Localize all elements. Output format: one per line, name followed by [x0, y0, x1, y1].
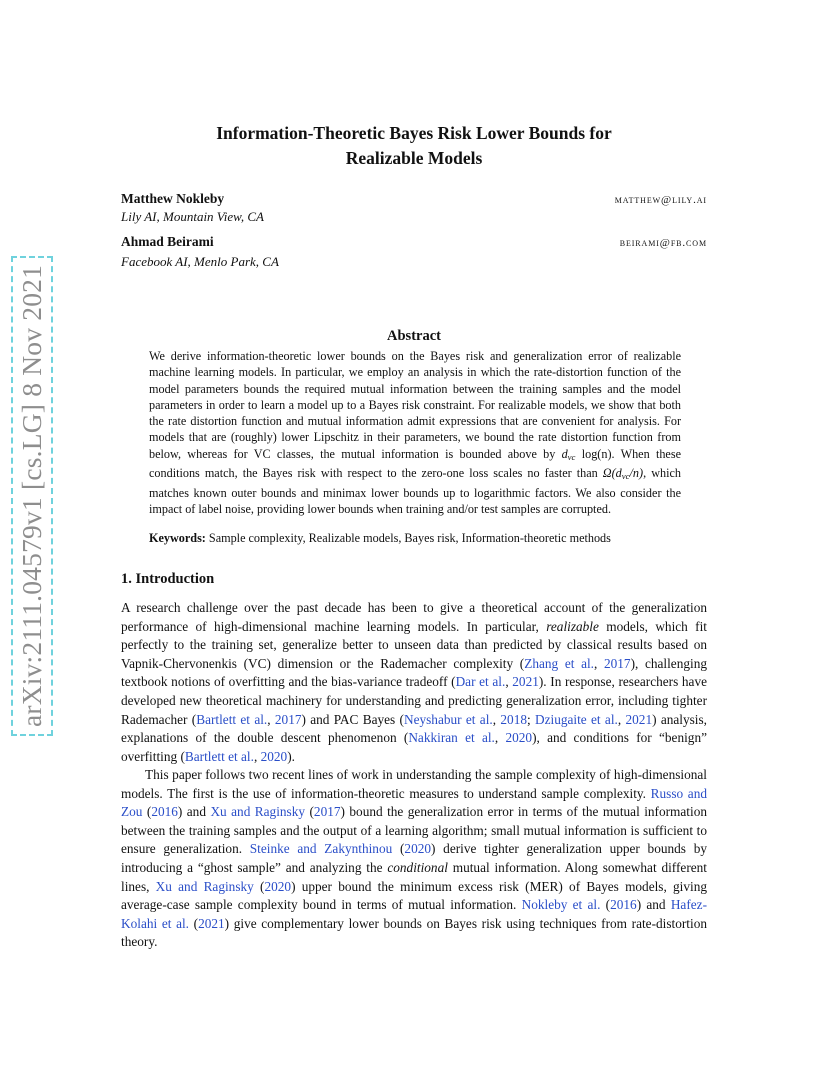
citation-link[interactable]: Nokleby et al. [521, 897, 601, 913]
citation-link[interactable]: Xu and Raginsky [155, 878, 254, 894]
citation-year-link[interactable]: 2016 [610, 897, 637, 913]
citation-year-link[interactable]: 2020 [264, 878, 292, 894]
title-line-1: Information-Theoretic Bayes Risk Lower Bounds for [216, 123, 612, 143]
abstract-text-2: . When these conditions match, the Bayes risk with respect to the zero-one loss scales no faster than [149, 446, 681, 481]
abstract-text-3: , which matches known outer bounds and minimax lower bounds up to logarithmic factors. We also consider the impact of label noise, providing lower bounds when training and/or test samples are corrupted. [149, 466, 681, 517]
citation-link[interactable]: Nakkiran et al. [408, 730, 495, 746]
title-line-2: Realizable Models [345, 148, 483, 168]
math-omega-dvc-over-n: $\Omega(d_{vc}/n)$ [602, 466, 644, 482]
author-2-email[interactable]: beirami@fb.com [619, 237, 707, 249]
citation-link[interactable]: Bartlett et al. [184, 748, 254, 764]
author-1-affiliation: Lily AI, Mountain View, CA [121, 209, 264, 224]
author-2-name: Ahmad Beirami [121, 234, 214, 249]
intro-paragraph-1: A research challenge over the past decade has been to give a theoretical account of the generalization performance of high-dimensional machine learning models. In particular, realizable models, which fit perfectly to the training set, generalize better to unseen data than predicted by classical results based on Vapnik-Chervonenkis (VC) dimension or the Rademacher complexity (Zhang et al., 2017), challenging textbook notions of overfitting and the bias-variance tradeoff (Dar et al., 2021). In response, researchers have developed new theoretical machinery for understanding and predicting generalization error, including tighter Rademacher (Bartlett et al., 2017) and PAC Bayes (Neyshabur et al., 2018; Dziugaite et al., 2021) analysis, explanations of the double descent phenomenon (Nakkiran et al., 2020), and conditions for “benign” overfitting (Bartlett et al., 2020). [121, 600, 708, 764]
citation-link[interactable]: Russo and Zou [121, 785, 707, 820]
citation-year-link[interactable]: 2020 [404, 841, 432, 857]
citation-year-link[interactable]: 2018 [500, 711, 527, 727]
author-2-affiliation: Facebook AI, Menlo Park, CA [121, 254, 279, 269]
citation-year-link[interactable]: 2021 [198, 915, 225, 931]
paper-title [140, 121, 688, 171]
citation-link[interactable]: Steinke and Zakynthinou [249, 841, 393, 857]
author-1-name: Matthew Nokleby [121, 191, 225, 206]
keywords-list: Sample complexity, Realizable models, Bayes risk, Information-theoretic methods [205, 531, 611, 545]
citation-link[interactable]: Dziugaite et al. [535, 711, 618, 727]
citation-link[interactable]: Neyshabur et al. [403, 711, 493, 727]
citation-year-link[interactable]: 2021 [625, 711, 653, 727]
math-dvc-log-n: $d_{vc}$ log(n) [561, 446, 612, 462]
abstract-heading: Abstract [387, 328, 441, 344]
keywords-line [149, 530, 681, 546]
keywords-label: Keywords: [149, 531, 206, 545]
citation-year-link[interactable]: 2017 [313, 804, 341, 820]
abstract-text-1: We derive information-theoretic lower bounds on the Bayes risk and generalization error of realizable machine learning models. In particular, we employ an analysis in which the rate-distortion function of the model parameters bounds the required mutual information between the training samples and the model parameters in order to learn a model up to a Bayes risk constraint. For realizable models, we show that both the rate distortion function and mutual information admit expressions that are convenient for analysis. For models that are (roughly) lower Lipschitz in their parameters, we bound the rate distortion function from below, whereas for VC classes, the mutual information is bounded above by [149, 349, 681, 461]
citation-link[interactable]: Zhang et al. [524, 655, 594, 671]
citation-year-link[interactable]: 2016 [151, 804, 178, 820]
citation-year-link[interactable]: 2017 [274, 711, 302, 727]
section-heading-introduction: 1. Introduction [121, 571, 215, 587]
citation-year-link[interactable]: 2020 [505, 730, 533, 746]
citation-link[interactable]: Hafez-Kolahi et al. [121, 897, 707, 931]
citation-year-link[interactable]: 2017 [603, 655, 631, 671]
abstract-body [149, 348, 681, 517]
citation-link[interactable]: Dar et al. [455, 674, 506, 690]
citation-link[interactable]: Xu and Raginsky [210, 804, 306, 820]
citation-year-link[interactable]: 2021 [512, 674, 539, 690]
citation-link[interactable]: Bartlett et al. [196, 711, 268, 727]
citation-year-link[interactable]: 2020 [260, 748, 288, 764]
intro-paragraph-2: This paper follows two recent lines of work in understanding the sample complexity of high-dimensional models. The first is the use of information-theoretic measures to understand sample complexity. Russo and Zou (2016) and Xu and Raginsky (2017) bound the generalization error in terms of the mutual information between the training samples and the output of a learning algorithm; small mutual information is sufficient to ensure generalization. Steinke and Zakynthinou (2020) derive tighter generalization upper bounds by introducing a “ghost sample” and analyzing the conditional mutual information. Along somewhat different lines, Xu and Raginsky (2020) upper bound the minimum excess risk (MER) of Bayes models, giving average-case sample complexity bound in terms of mutual information. Nokleby et al. (2016) and Hafez-Kolahi et al. (2021) give complementary lower bounds on Bayes risk using techniques from rate-distortion theory. [121, 767, 708, 950]
author-1-email[interactable]: matthew@lily.ai [614, 194, 707, 206]
arxiv-identifier: arXiv:2111.04579v1 [cs.LG] 8 Nov 2021 [16, 264, 47, 728]
